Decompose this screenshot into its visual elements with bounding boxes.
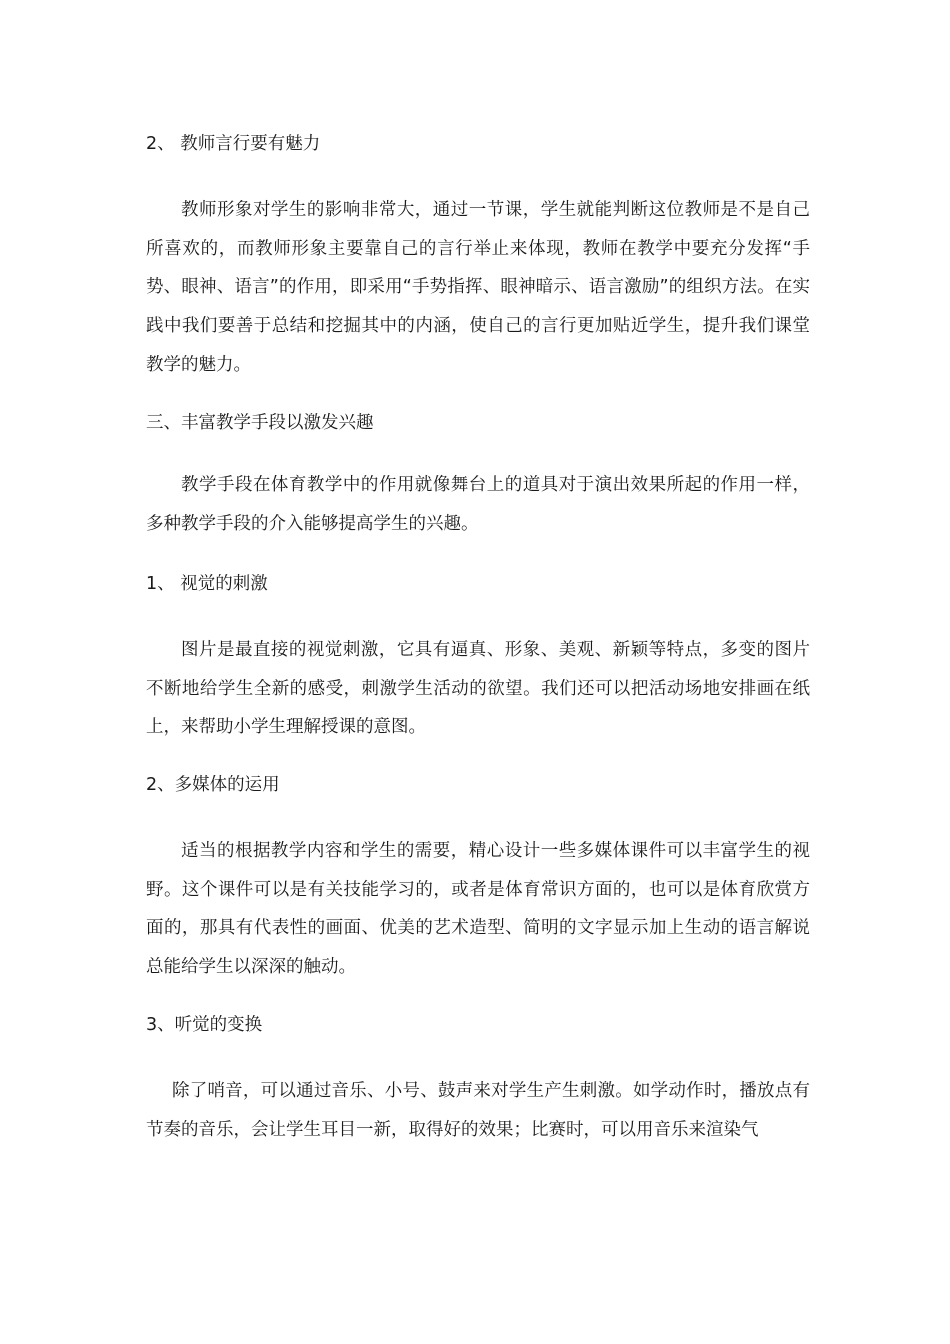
paragraph-pictures: 图片是最直接的视觉刺激，它具有逼真、形象、美观、新颖等特点，多变的图片不断地给学生全新的感受，刺激学生活动的欲望。我们还可以把活动场地安排画在纸上，来帮助小学生理解授课的意图。 — [146, 640, 810, 738]
section-heading-teaching-methods: 三、丰富教学手段以激发兴趣 — [146, 413, 374, 433]
paragraph-teaching-tools: 教学手段在体育教学中的作用就像舞台上的道具对于演出效果所起的作用一样，多种教学手段的介入能够提高学生的兴趣。 — [146, 475, 810, 534]
paragraph-sound: 除了哨音，可以通过音乐、小号、鼓声来对学生产生刺激。如学动作时，播放点有节奏的音乐，会让学生耳目一新，取得好的效果；比赛时，可以用音乐来渲染气 — [146, 1081, 810, 1140]
section-heading-teacher-charm: 2、 教师言行要有魅力 — [146, 134, 321, 154]
section-heading-auditory-change: 3、听觉的变换 — [146, 1015, 263, 1035]
paragraph-multimedia: 适当的根据教学内容和学生的需要，精心设计一些多媒体课件可以丰富学生的视野。这个课件可以是有关技能学习的，或者是体育常识方面的，也可以是体育欣赏方面的，那具有代表性的画面、优美的艺术造型、简明的文字显示加上生动的语言解说总能给学生以深深的触动。 — [146, 841, 810, 978]
section-heading-visual-stimulation: 1、 视觉的刺激 — [146, 574, 268, 594]
paragraph-teacher-image: 教师形象对学生的影响非常大，通过一节课，学生就能判断这位教师是不是自己所喜欢的，而教师形象主要靠自己的言行举止来体现，教师在教学中要充分发挥“手势、眼神、语言”的作用，即采用“手势指挥、眼神暗示、语言激励”的组织方法。在实践中我们要善于总结和挖掘其中的内涵，使自己的言行更加贴近学生，提升我们课堂教学的魅力。 — [146, 200, 810, 375]
section-heading-multimedia: 2、多媒体的运用 — [146, 775, 280, 795]
